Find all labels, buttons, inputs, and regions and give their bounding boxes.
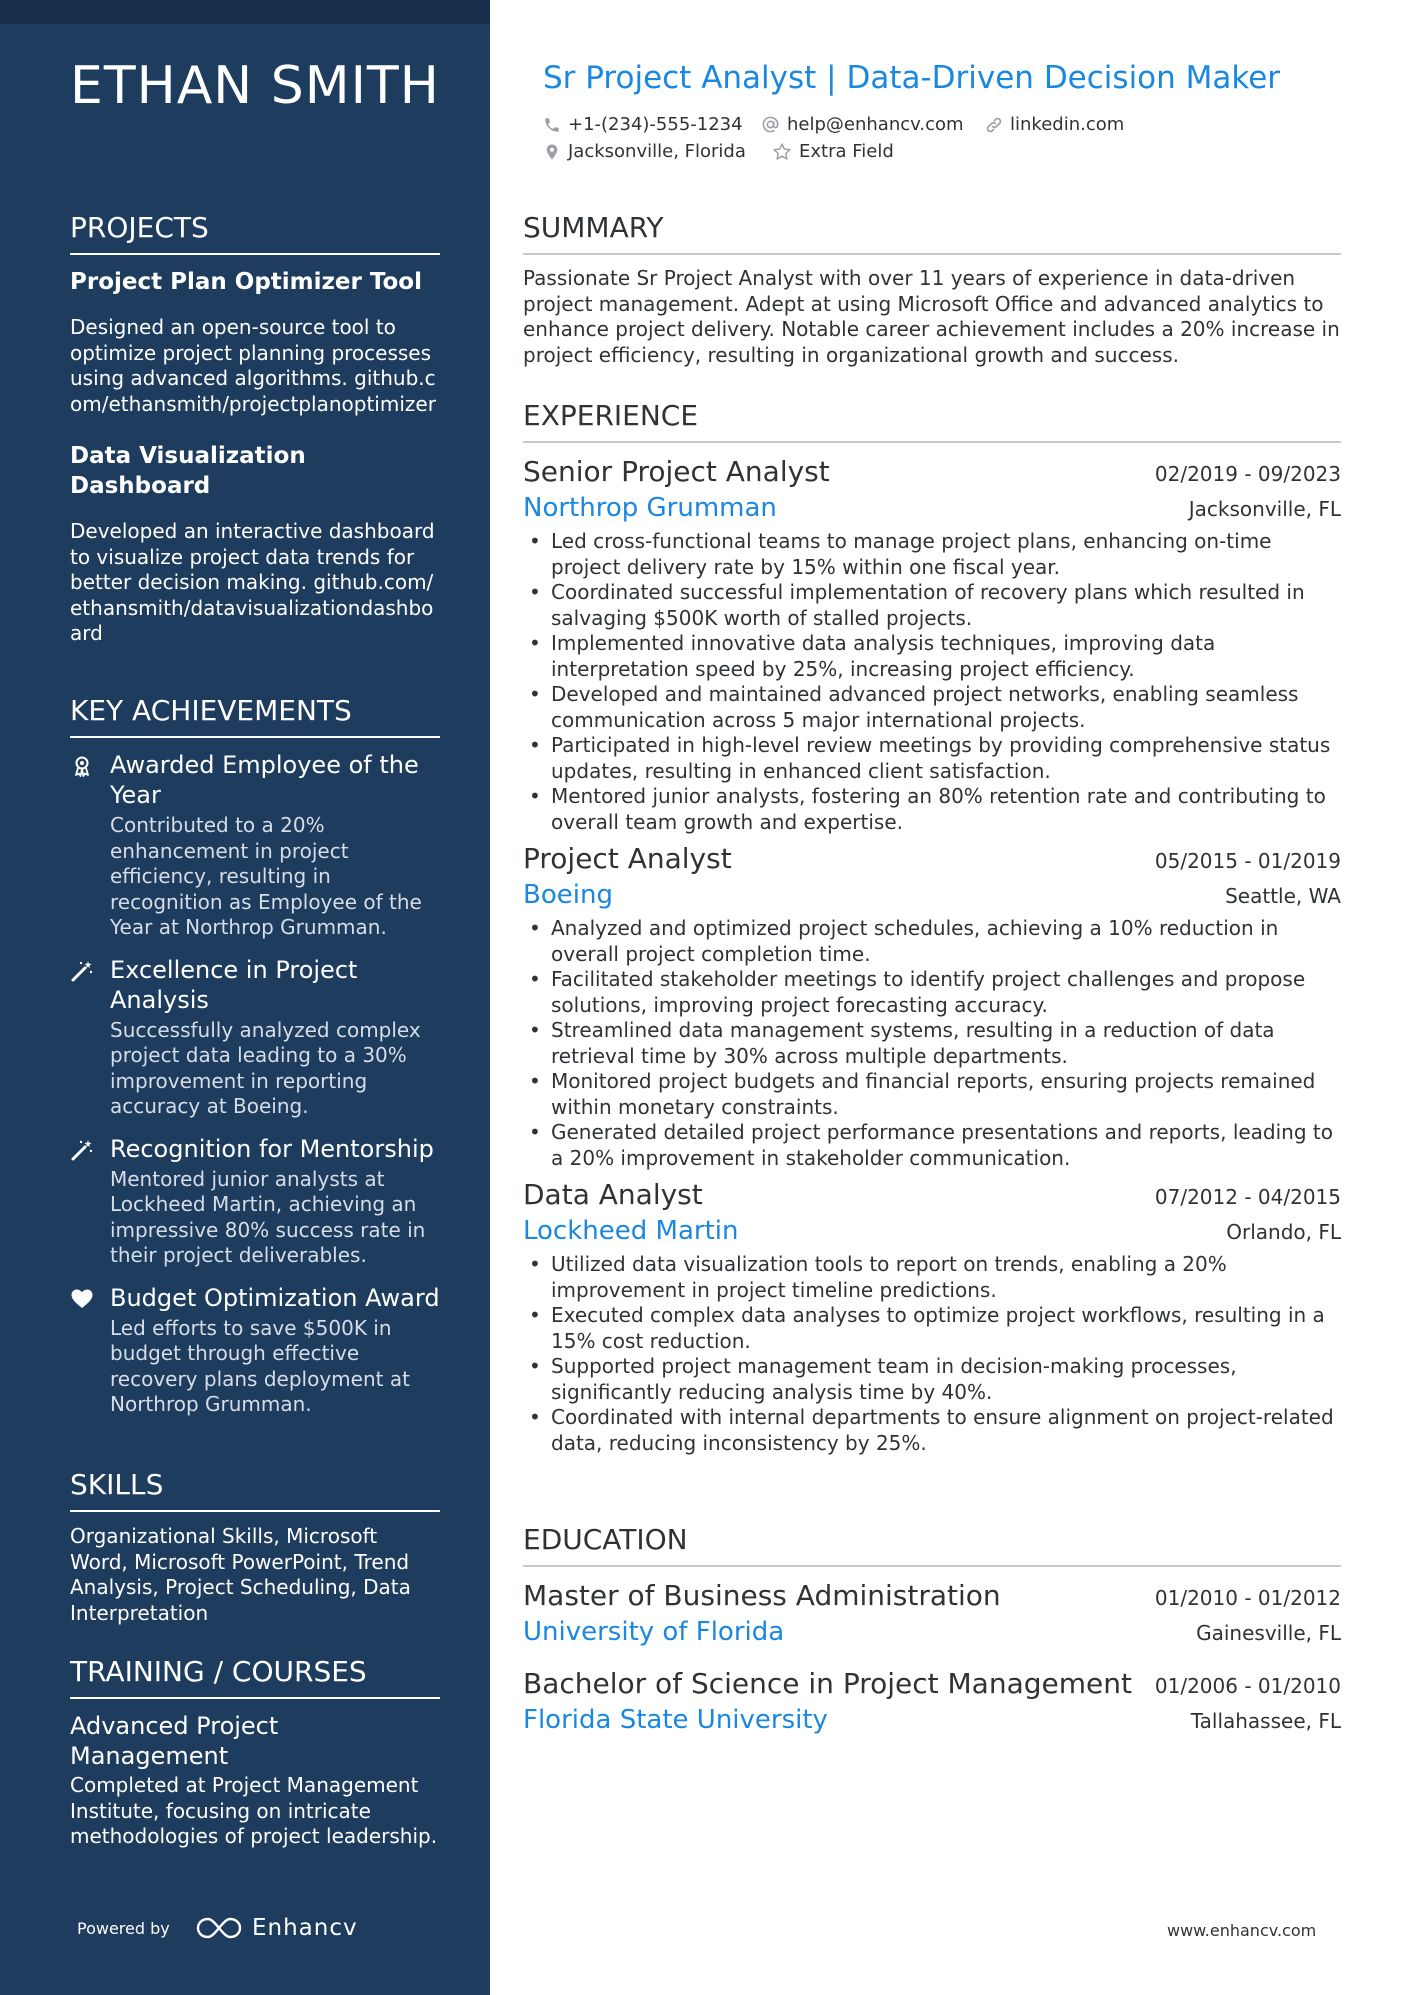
job-bullet: • Developed and maintained advanced project networks, enabling seamless communication across 5 major international projects. — [523, 682, 1341, 733]
at-icon — [761, 115, 780, 134]
company-name: Boeing — [523, 880, 613, 910]
company-name: Northrop Grumman — [523, 493, 777, 523]
project-link[interactable]: github.com/ethansmith/projectplanoptimizer — [70, 366, 436, 416]
star-icon — [772, 142, 792, 162]
project-description — [70, 519, 440, 647]
achievement-title: Budget Optimization Award — [110, 1283, 440, 1312]
enhancv-logo-text: Enhancv — [252, 1915, 358, 1941]
experience-entry — [523, 1177, 1341, 1456]
headline: Sr Project Analyst | Data-Driven Decision Maker — [543, 60, 1281, 96]
experience-entry — [523, 454, 1341, 835]
job-dates: 07/2012 - 04/2015 — [1154, 1185, 1341, 1209]
job-location: Seattle, WA — [1225, 884, 1341, 908]
project-item — [70, 267, 440, 417]
summary-section — [523, 211, 1341, 368]
phone-text: +1-(234)-555-1234 — [568, 114, 743, 135]
key-achievements-section — [70, 694, 440, 1418]
education-dates: 01/2006 - 01/2010 — [1154, 1674, 1341, 1698]
experience-entry — [523, 841, 1341, 1171]
school-name: University of Florida — [523, 1617, 785, 1647]
job-bullets — [523, 529, 1341, 835]
school-location: Tallahassee, FL — [1190, 1709, 1341, 1733]
job-bullet: • Monitored project budgets and financial reports, ensuring projects remained within monetary constraints. — [523, 1069, 1341, 1120]
achievement-title: Awarded Employee of the Year — [110, 751, 419, 809]
summary-heading: SUMMARY — [523, 211, 1341, 255]
contact-linkedin[interactable] — [985, 114, 1124, 135]
enhancv-logo-icon — [196, 1915, 242, 1941]
summary-text: Passionate Sr Project Analyst with over 11 years of experience in data-driven project management. Adept at using Microsoft Office and advanced analytics to enhance project delivery. Notable career achievement includes a 20% increase in project efficiency, resulting in organizational growth and success. — [523, 266, 1340, 367]
location-pin-icon — [543, 142, 561, 162]
experience-heading: EXPERIENCE — [523, 399, 1341, 443]
project-description-text: Developed an interactive dashboard to visualize project data trends for better decision making. — [70, 519, 435, 594]
enhancv-logo[interactable] — [196, 1910, 358, 1946]
job-bullet: • Executed complex data analyses to optimize project workflows, resulting in a 15% cost reduction. — [523, 1303, 1341, 1354]
projects-section — [70, 211, 440, 647]
link-icon — [985, 116, 1003, 134]
achievement-description: Contributed to a 20% enhancement in project efficiency, resulting in recognition as Employee of the Year at Northrop Grumman. — [110, 813, 422, 939]
training-heading: TRAINING / COURSES — [70, 1655, 440, 1699]
education-heading: EDUCATION — [523, 1523, 1341, 1567]
job-bullet: • Mentored junior analysts, fostering an 80% retention rate and contributing to overall team growth and expertise. — [523, 784, 1341, 835]
candidate-name: ETHAN SMITH — [70, 56, 440, 116]
contact-email[interactable] — [761, 114, 964, 135]
job-bullet: • Analyzed and optimized project schedules, achieving a 10% reduction in overall project completion time. — [523, 916, 1341, 967]
education-section — [523, 1523, 1341, 1738]
email-text: help@enhancv.com — [787, 114, 964, 135]
job-location: Jacksonville, FL — [1188, 497, 1341, 521]
job-bullet: • Participated in high-level review meetings by providing comprehensive status updates, resulting in enhanced client satisfaction. — [523, 733, 1341, 784]
education-entry — [523, 1666, 1341, 1738]
job-bullet: • Implemented innovative data analysis techniques, improving data interpretation speed by 25%, increasing project efficiency. — [523, 631, 1341, 682]
achievement-item — [70, 1134, 440, 1269]
job-bullet: • Coordinated successful implementation of recovery plans which resulted in salvaging $500K worth of stalled projects. — [523, 580, 1341, 631]
job-bullets — [523, 1252, 1341, 1456]
project-description — [70, 315, 440, 417]
powered-by-label: Powered by — [77, 1919, 170, 1938]
company-name: Lockheed Martin — [523, 1216, 739, 1246]
project-link[interactable]: github.com/ethansmith/datavisualizationdashboard — [70, 570, 434, 645]
degree-title: Master of Business Administration — [523, 1579, 1001, 1612]
projects-heading: PROJECTS — [70, 211, 440, 255]
job-bullet: • Coordinated with internal departments to ensure alignment on project-related data, reducing inconsistency by 25%. — [523, 1405, 1341, 1456]
job-title: Project Analyst — [523, 842, 732, 875]
achievement-description: Led efforts to save $500K in budget through effective recovery plans deployment at Northrop Grumman. — [110, 1315, 410, 1416]
project-title: Project Plan Optimizer Tool — [70, 269, 422, 295]
contact-location — [543, 141, 746, 162]
contact-phone[interactable] — [543, 114, 743, 135]
phone-icon — [543, 116, 561, 134]
key-achievements-heading: KEY ACHIEVEMENTS — [70, 694, 440, 738]
achievement-description: Successfully analyzed complex project data leading to a 30% improvement in reporting accuracy at Boeing. — [110, 1017, 421, 1118]
contact-extra-field — [772, 141, 894, 162]
school-location: Gainesville, FL — [1196, 1621, 1341, 1645]
education-entry — [523, 1578, 1341, 1650]
achievement-item — [70, 1283, 440, 1418]
training-section — [70, 1655, 440, 1850]
magic-wand-icon — [70, 959, 94, 983]
magic-wand-icon — [70, 1138, 94, 1162]
achievement-item — [70, 955, 440, 1120]
award-ribbon-icon — [70, 754, 94, 778]
location-text: Jacksonville, Florida — [568, 141, 746, 162]
experience-section — [523, 399, 1341, 1456]
skills-section — [70, 1468, 440, 1626]
education-dates: 01/2010 - 01/2012 — [1154, 1586, 1341, 1610]
extra-field-text: Extra Field — [799, 141, 894, 162]
job-bullet: • Facilitated stakeholder meetings to identify project challenges and propose solutions, improving project forecasting accuracy. — [523, 967, 1341, 1018]
heart-icon — [70, 1287, 94, 1311]
job-title: Data Analyst — [523, 1178, 703, 1211]
linkedin-text: linkedin.com — [1010, 114, 1125, 135]
skills-list: Organizational Skills, Microsoft Word, Microsoft PowerPoint, Trend Analysis, Project Scheduling, Data Interpretation — [70, 1524, 411, 1625]
project-description-text: Designed an open-source tool to optimize project planning processes using advanced algorithms. — [70, 315, 432, 390]
job-bullet: • Generated detailed project performance presentations and reports, leading to a 20% improvement in stakeholder communication. — [523, 1120, 1341, 1171]
job-title: Senior Project Analyst — [523, 455, 830, 488]
job-bullet: • Streamlined data management systems, resulting in a reduction of data retrieval time by 30% across multiple departments. — [523, 1018, 1341, 1069]
skills-heading: SKILLS — [70, 1468, 440, 1512]
sidebar — [0, 0, 490, 1995]
achievement-description: Mentored junior analysts at Lockheed Martin, achieving an impressive 80% success rate in their project deliverables. — [110, 1166, 426, 1267]
job-bullet: • Utilized data visualization tools to report on trends, enabling a 20% improvement in project timeline predictions. — [523, 1252, 1341, 1303]
job-dates: 05/2015 - 01/2019 — [1154, 849, 1341, 873]
course-title: Advanced Project Management — [70, 1712, 279, 1770]
course-description: Completed at Project Management Institute, focusing on intricate methodologies of project leadership. — [70, 1773, 438, 1848]
job-bullets — [523, 916, 1341, 1171]
sidebar-top-bar — [0, 0, 490, 24]
achievement-title: Excellence in Project Analysis — [110, 955, 358, 1014]
project-title: Data Visualization Dashboard — [70, 443, 306, 499]
achievement-item — [70, 750, 440, 941]
achievement-title: Recognition for Mentorship — [110, 1134, 434, 1163]
degree-title: Bachelor of Science in Project Management — [523, 1667, 1132, 1700]
job-location: Orlando, FL — [1226, 1220, 1341, 1244]
footer-url[interactable]: www.enhancv.com — [1167, 1921, 1317, 1940]
job-bullet: • Led cross-functional teams to manage project plans, enhancing on-time project delivery rate by 15% within one fiscal year. — [523, 529, 1341, 580]
job-bullet: • Supported project management team in decision-making processes, significantly reducing analysis time by 40%. — [523, 1354, 1341, 1405]
job-dates: 02/2019 - 09/2023 — [1154, 462, 1341, 486]
project-item — [70, 441, 440, 647]
school-name: Florida State University — [523, 1705, 828, 1735]
